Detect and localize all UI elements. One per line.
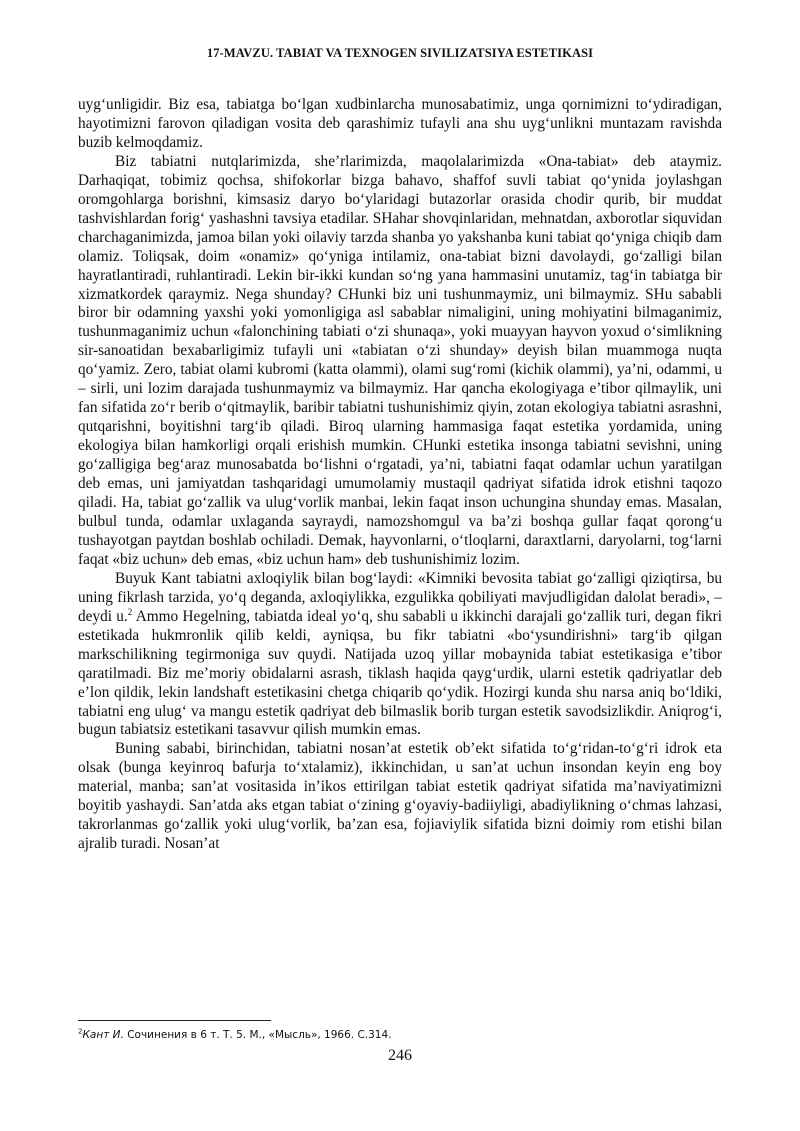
paragraph <box>78 570 722 741</box>
page-number: 246 <box>388 1047 412 1064</box>
body-text <box>78 96 722 854</box>
paragraph: Buning sababi, birinchidan, tabiatni nosan’at estetik ob’ekt sifatida to‘g‘ridan-to‘g‘ri idrok eta olsak (bunga keyinroq bafurja to‘xtalamiz), ikkinchidan, u san’at uchun insondan keyin eng boy material, manba; san’at vositasida in’ikos ettirilgan tabiat estetik qadriyat sifatida ma’naviyatimizni boyitib yashaydi. San’atda aks etgan tabiat o‘zining g‘oyaviy-badiiyligi, abadiylikning o‘chmas lahzasi, takrorlanmas go‘zallik yoki ulug‘vorlik, ba’zan esa, fojiaviylik sifatida bizni doimiy rom etishi bilan ajralib turadi. Nosan’at <box>78 740 722 853</box>
paragraph: Biz tabiatni nutqlarimizda, she’rlarimizda, maqolalarimizda «Ona-tabiat» deb ataymiz. Darhaqiqat, tobimiz qochsa, shifokorlar bizga bahavo, shaffof suvli tabiat qo‘ynida joylashgan oromgohlarga borishni, kimsasiz daryo bo‘ylaridagi butazorlar orasida chodir qurib, bir muddat tashvishlardan forig‘ yashashni tavsiya etadilar. SHahar shovqinlaridan, mehnatdan, axborotlar siquvidan charchaganimizda, jamoa bilan yoki oilaviy tarzda shanba yo yakshanba kuni tabiat qo‘yniga chiqib dam olamiz. Toliqsak, doim «onamiz» qo‘yniga intilamiz, ona-tabiat bizni davolaydi, go‘zalligi bilan hayratlantiradi, ruhlantiradi. Lekin bir-ikki kundan so‘ng yana hammasini unutamiz, tag‘in tabiatga bir xizmatkordek qaraymiz. Nega shunday? CHunki biz uni tushunmaymiz, uni bilmaymiz. SHu sababli biror bir odamning yaxshi yoki yomonligiga asl sabablar nimaligini, uning mohiyatini bilmaganimiz, tushunmaganimiz uchun «falonchining tabiati o‘zi shunaqa», yoki muayyan hayvon yoxud o‘simlikning sir-sanoatidan bexabarligimiz tufayli uni «tabiatan o‘zi shunday» deyish bilan muammoga nuqta qo‘yamiz. Zero, tabiat olami kubromi (katta olammi), olami sug‘romi (kichik olammi), ya’ni, odammi, u – sirli, uni lozim darajada tushunmaymiz va bilmaymiz. Har qancha ekologiyaga e’tibor qilmaylik, uni fan sifatida zo‘r berib o‘qitmaylik, baribir tabiatni tushunishimiz qiyin, zotan ekologiya tabiatni asrashni, qutqarishni, boyitishni targ‘ib qiladi. Biroq ularning hammasiga faqat estetika yordamida, uning ekologiya bilan hamkorligi orqali erishish mumkin. CHunki estetika insonga tabiatni sevishni, uning go‘zalligiga beg‘araz munosabatda bo‘lishni o‘rgatadi, ya’ni, tabiatni faqat odamlar uchun yaratilgan deb emas, uni jamiyatdan tashqaridagi umumolamiy mustaqil qadriyat sifatida idrok etishni taqozo qiladi. Ha, tabiat go‘zallik va ulug‘vorlik manbai, lekin faqat inson uchungina shunday emas. Masalan, bulbul tunda, odamlar uxlaganda sayraydi, namozshomgul va ba’zi boshqa gullar faqat qorong‘u tushayotgan paytdan boshlab ochiladi. Demak, hayvonlarni, o‘tloqlarni, daraxtlarni, daryolarni, tog‘larni faqat «biz uchun» deb emas, «biz uchun ham» deb tushunishimiz lozim. <box>78 152 723 568</box>
running-header: 17-MAVZU. TABIAT VA TEXNOGEN SIVILIZATSIYA ESTETIKASI <box>206 46 594 60</box>
footnote-reference[interactable]: 2 <box>127 606 133 617</box>
paragraph-text-continued: Ammo Hegelning, tabiatda ideal yo‘q, shu sababli u ikkinchi darajali go‘zallik turi, degan fikri estetikada hukmronlik qilib keldi, ayniqsa, bu fikr tabiatni «bo‘ysundirishni» targ‘ib qilgan markschilikning tegirmoniga suv quydi. Natijada uzoq yillar mobaynida tabiat estetikasiga e’tibor qaratilmadi. Biz me’moriy obidalarni asrash, tiklash haqida qayg‘urdik, ularni estetik qadriyatlar deb e’lon qildik, lekin landshaft estetikasini chetga chiqarib qo‘ydik. Hozirgi kunda shu narsa aniq bo‘ldiki, tabiatni eng ulug‘ va mangu estetik qadriyat deb bilmaslik borib turgan estetik savodsizlikdir. Aniqrog‘i, bugun tabiatsiz estetikani tasavvur qilish mumkin emas. <box>78 607 722 739</box>
footnote-divider <box>78 1020 271 1021</box>
footnote-text: Сочинения в 6 т. Т. 5. М., «Мысль», 1966. С.314. <box>123 1029 392 1041</box>
footnote-author: Кант И. <box>82 1029 124 1041</box>
paragraph: uyg‘unligidir. Biz esa, tabiatga bo‘lgan xudbinlarcha munosabatimiz, unga qornimizni to‘ydiradigan, hayotimizni farovon qiladigan vosita deb qarashimiz tufayli ana shu uyg‘unlikni muntazam ravishda buzib kelmoqdamiz. <box>78 96 722 151</box>
footnote-number: 2 <box>78 1027 83 1036</box>
footnote <box>78 1029 722 1042</box>
paragraph-text: Buyuk Kant tabiatni axloqiylik bilan bog‘laydi: «Kimniki bevosita tabiat go‘zalligi qiziqtirsa, bu uning fikrlash tarzida, yo‘q deganda, axloqiylikka, ezgulikka qobiliyati mavjudligidan dalolat beradi», – deydi u. <box>78 569 722 625</box>
